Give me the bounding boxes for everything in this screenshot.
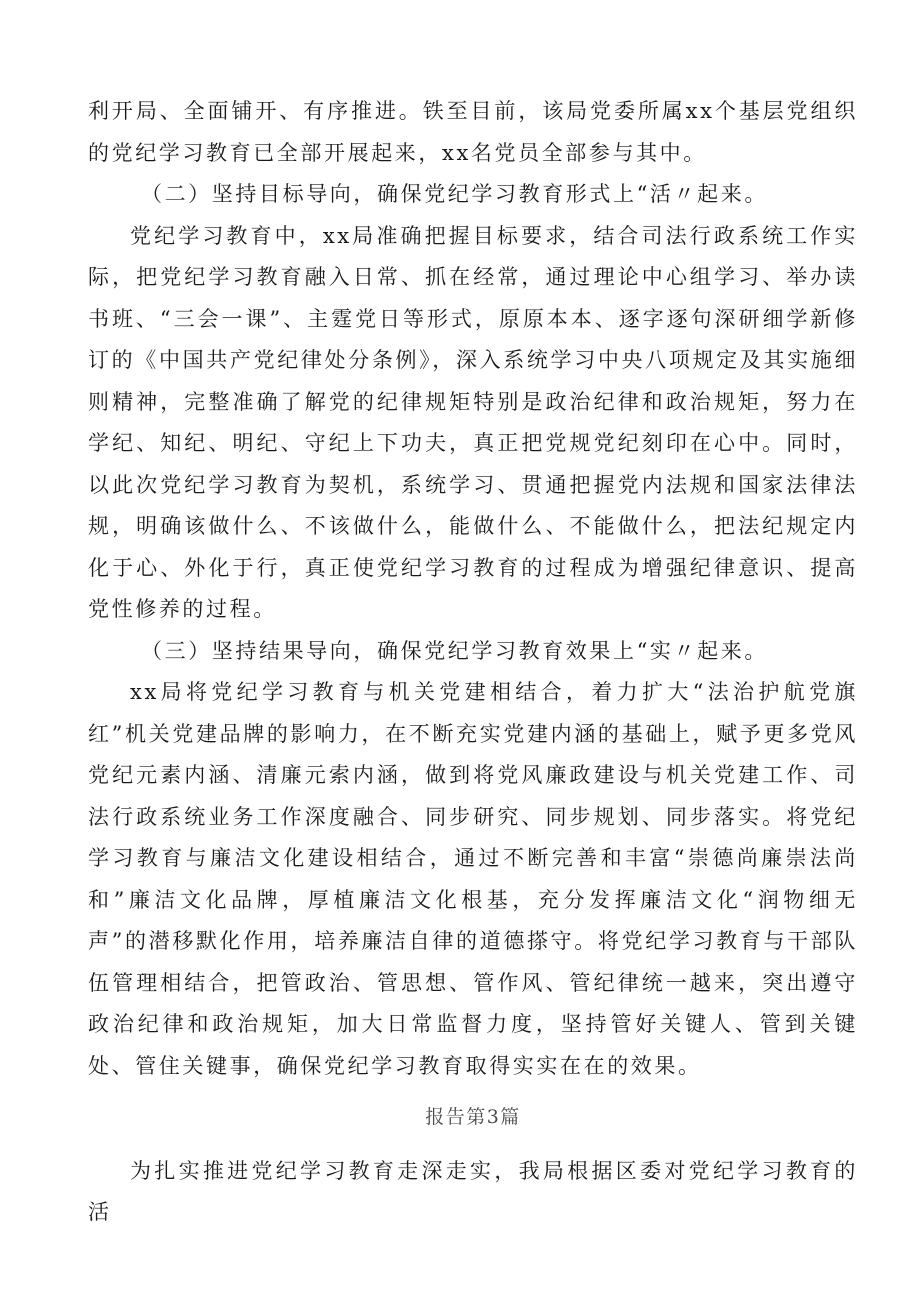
section-title-report-3: 报告第3篇	[425, 1106, 521, 1128]
paragraph-result: xx局将党纪学习教育与机关党建相结合，着力扩大“法治护航党旗红”机关党建品牌的影响力，在不断充实党建内涵的基础上，赋予更多党风党纪元素内涵、清廉元索内涵，做到将党风廉政建设与机关党建工作、司法行政系统业务工作深度融合、同步研究、同步规划、同步落实。将党纪学习教育与廉洁文化建设相结合，通过不断完善和丰富“崇德尚廉崇法尚和”廉洁文化品牌，厚植廉洁文化根基，充分发挥廉洁文化“润物细无声”的潜移默化作用，培养廉洁自律的道德搽守。将党纪学习教育与干部队伍管理相结合，把管政治、管思想、管作风、管纪律统一越来，突出遵守政治纪律和政治规矩，加大日常监督力度，坚持管好关键人、管到关键处、管住关键事，确保党纪学习教育取得实实在在的效果。	[88, 680, 858, 1078]
heading-objective-oriented: （二）坚持目标导向，确保党纪学习教育形式上“活〃起来。	[141, 182, 768, 206]
paragraph-continued: 利开局、全面铺开、有序推进。铁至目前，该局党委所属xx个基层党组织的党纪学习教育已全部开展起来，xx名党员全部参与其中。	[88, 99, 858, 165]
paragraph-objective: 党纪学习教育中，xx局准确把握目标要求，结合司法行政系统工作实际，把党纪学习教育融入日常、抓在经常，通过理论中心组学习、举办读书班、“三会一课”、主霆党日等形式，原原本本、逐字逐句深研细学新修订的《中国共产党纪律处分条例》，深入系统学习中央八项规定及其实施细则精神，完整准确了解党的纪律规矩特别是政治纪律和政治规矩，努力在学纪、知纪、明纪、守纪上下功夫，真正把党规党纪刻印在心中。同时，以此次党纪学习教育为契机，系统学习、贯通把握党内法规和国家法律法规，明确该做什么、不该做什么，能做什么、不能做什么，把法纪规定内化于心、外化于行，真正使党纪学习教育的过程成为增强纪律意识、提高党性修养的过程。	[88, 223, 858, 621]
paragraph-report-3-intro: 为扎实推进党纪学习教育走深走实，我局根据区委对党纪学习教育的活	[88, 1158, 858, 1224]
document-body	[88, 91, 858, 1234]
heading-result-oriented: （三）坚持结果导向，确保党纪学习教育效果上“实〃起来。	[141, 638, 768, 663]
